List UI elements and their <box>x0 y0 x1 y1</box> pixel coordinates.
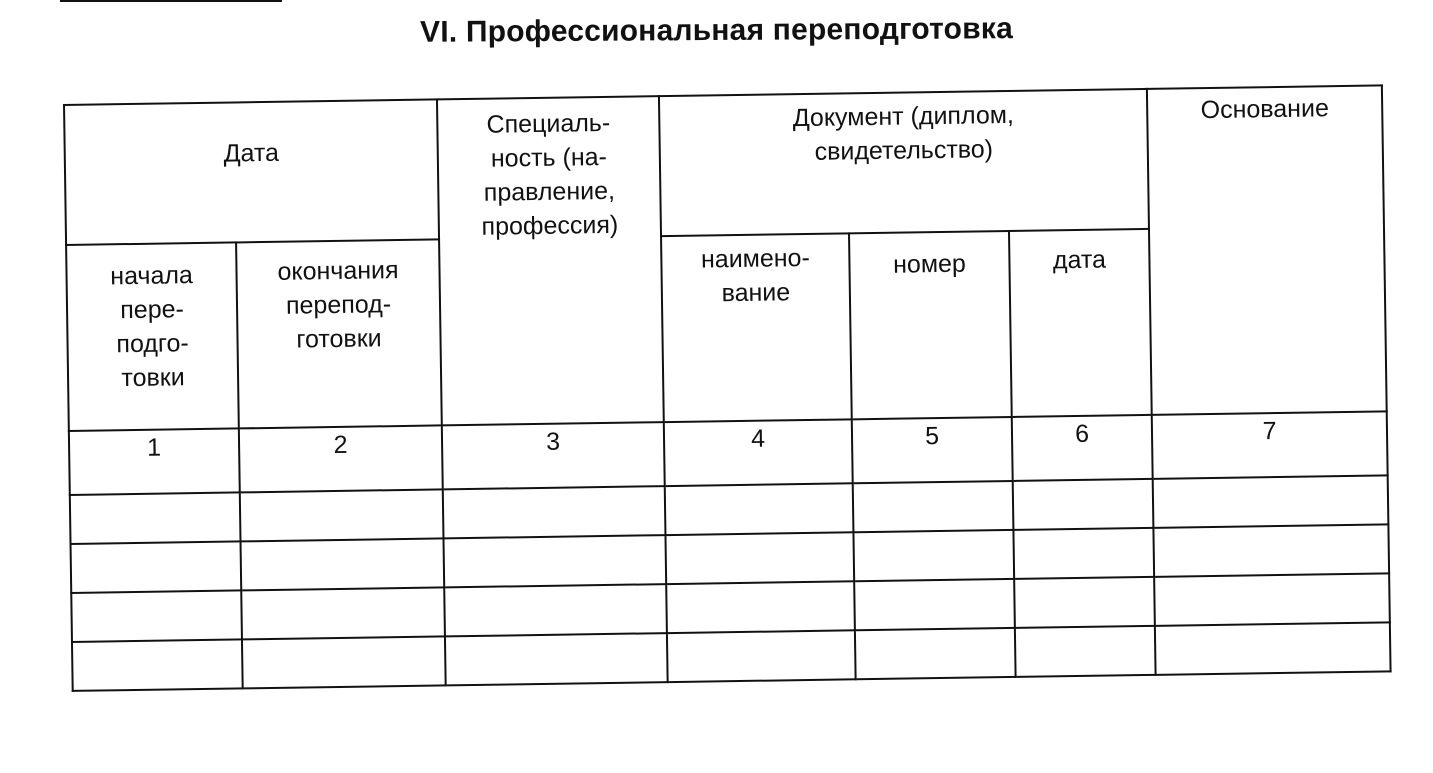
empty-cell[interactable] <box>853 530 1014 581</box>
header-date-group: Дата <box>64 99 439 245</box>
header-document-line: Документ (диплом, <box>792 100 1015 133</box>
empty-cell[interactable] <box>855 628 1016 679</box>
retraining-table-wrapper <box>63 84 1390 691</box>
column-number: 4 <box>664 419 853 486</box>
column-number: 2 <box>239 425 443 492</box>
empty-cell[interactable] <box>240 489 444 541</box>
header-date-start <box>66 242 239 431</box>
empty-cell[interactable] <box>854 579 1015 630</box>
retraining-table <box>63 84 1392 692</box>
column-number: 6 <box>1012 415 1153 481</box>
header-document-name <box>661 233 852 422</box>
column-number: 7 <box>1152 411 1388 478</box>
empty-cell[interactable] <box>1013 528 1154 579</box>
column-number: 3 <box>442 422 665 489</box>
header-date-end-line: готовки <box>296 324 382 354</box>
column-number: 1 <box>69 428 240 495</box>
empty-cell[interactable] <box>242 636 446 688</box>
header-document-name-line: наимено- <box>700 243 810 274</box>
empty-cell[interactable] <box>666 581 855 633</box>
header-date-start-line: товки <box>121 363 185 393</box>
empty-cell[interactable] <box>444 584 667 636</box>
header-basis: Основание <box>1147 85 1387 414</box>
empty-cell[interactable] <box>70 492 241 544</box>
empty-cell[interactable] <box>667 630 856 682</box>
empty-cell[interactable] <box>71 541 242 593</box>
empty-cell[interactable] <box>1155 622 1391 674</box>
empty-cell[interactable] <box>241 538 445 590</box>
header-document-line: свидетельство) <box>814 135 994 166</box>
empty-cell[interactable] <box>443 486 666 538</box>
empty-cell[interactable] <box>1153 524 1389 576</box>
header-date-end <box>236 239 442 428</box>
empty-cell[interactable] <box>72 639 243 691</box>
header-date-end-line: окончания <box>277 256 399 286</box>
empty-cell[interactable] <box>445 633 668 685</box>
empty-cell[interactable] <box>1153 475 1389 527</box>
empty-cell[interactable] <box>665 532 854 584</box>
top-rule <box>60 0 282 2</box>
empty-cell[interactable] <box>1015 626 1156 677</box>
header-specialty-line: Специаль- <box>486 108 611 139</box>
table-header-row <box>64 85 1384 245</box>
column-number: 5 <box>852 417 1013 483</box>
header-document-number: номер <box>849 231 1012 419</box>
header-date-end-line: перепод- <box>285 290 392 320</box>
header-date-start-line: начала <box>110 261 194 291</box>
empty-cell[interactable] <box>1014 577 1155 628</box>
empty-cell[interactable] <box>1154 573 1390 625</box>
empty-cell[interactable] <box>241 587 445 639</box>
header-specialty-line: ность (на- <box>490 142 608 173</box>
header-date-start-line: подго- <box>116 329 189 359</box>
empty-cell[interactable] <box>665 483 854 535</box>
empty-cell[interactable] <box>71 590 242 642</box>
header-document-date: дата <box>1009 229 1152 417</box>
empty-cell[interactable] <box>444 535 667 587</box>
header-document-name-line: вание <box>721 278 791 308</box>
section-title: VI. Профессиональная переподготовка <box>419 12 1013 49</box>
empty-cell[interactable] <box>853 481 1014 532</box>
header-specialty <box>437 96 664 425</box>
header-specialty-line: правление, <box>483 176 616 207</box>
empty-cell[interactable] <box>1013 479 1154 530</box>
header-specialty-line: профессия) <box>481 210 619 241</box>
header-document-group <box>659 89 1149 236</box>
header-date-start-line: пере- <box>120 295 185 325</box>
